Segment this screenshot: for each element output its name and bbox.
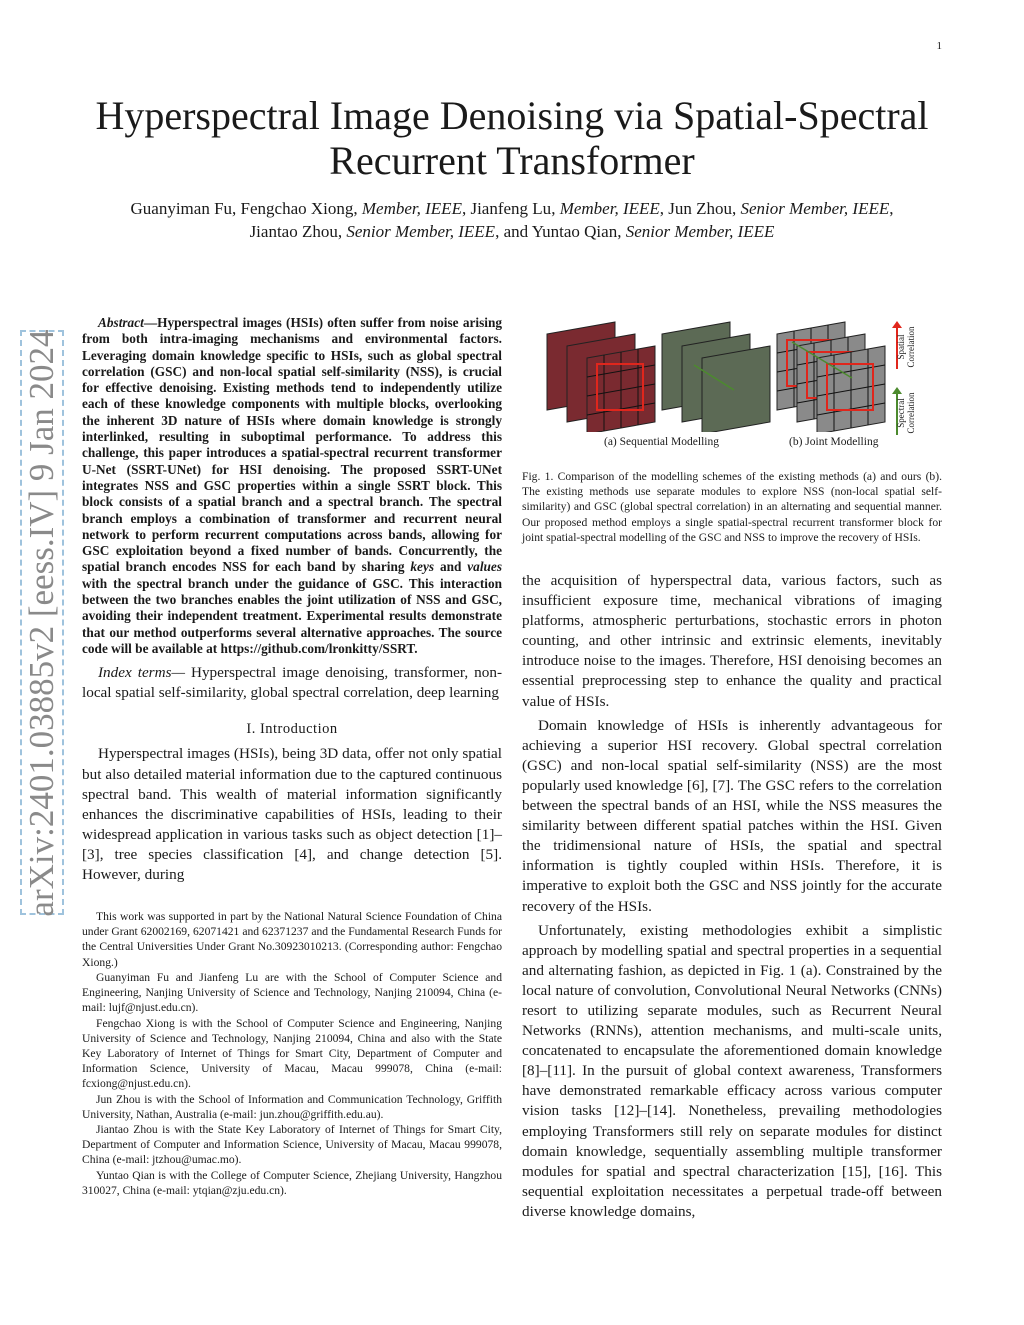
footnote: Jun Zhou is with the School of Information and Communication Technology, Griffith University, Nathan, Australia (e-mail: jun.zhou@griffith.edu.au). (82, 1092, 502, 1121)
index-terms (82, 663, 502, 703)
abstract-values: values (467, 559, 502, 575)
footnote: Guanyiman Fu and Jianfeng Lu are with the School of Computer Science and Engineering, Nanjing University of Science and Technology, Nanjing 210094, China (e-mail: lujf@njust.edu.cn). (82, 970, 502, 1015)
abstract-label: Abstract (98, 315, 144, 330)
author-role: Member, IEEE (559, 199, 660, 218)
footnotes (82, 909, 502, 1198)
abstract (82, 315, 502, 657)
author-role: Senior Member, IEEE (625, 222, 775, 241)
page-number: 1 (936, 40, 942, 52)
left-column (82, 315, 502, 1198)
paper-title: Hyperspectral Image Denoising via Spatial-Spectral Recurrent Transformer (95, 93, 929, 183)
index-terms-text: Hyperspectral image denoising, transformer, non-local spatial self-similarity, global spectral correlation, deep learning (82, 664, 502, 702)
hsi-band (702, 346, 770, 432)
footnote: Fengchao Xiong is with the School of Computer Science and Engineering, Nanjing University of Science and Technology, Nanjing 210094, China and also with the State Key Laboratory of Internet of Things for Smart City, Department of Computer and Information Science, University of Macau, Macau 999078, China (e-mail: fcxiong@njust.edu.cn). (82, 1016, 502, 1091)
footnote: This work was supported in part by the National Natural Science Foundation of China under Grant 62002169, 62071421 and 62371237 and the Fundamental Research Funds for the Central Universities Under Grant No.30923010213. (Corresponding author: Fengchao Xiong.) (82, 910, 502, 969)
body-paragraph: the acquisition of hyperspectral data, various factors, such as insufficient exposure time, mechanical vibrations of imaging platforms, atmospheric perturbations, stochastic errors in photon counting, and other intrinsic and extrinsic elements, inevitably introduce noise to the images. Therefore, HSI denoising becomes an essential preprocessing step to enhance the quality and practical value of HSIs. (522, 572, 942, 710)
author-name: Jiantao Zhou (249, 222, 338, 241)
index-terms-label: Index terms— (98, 664, 185, 682)
intro-paragraph: Hyperspectral images (HSIs), being 3D data, offer not only spatial but also detailed material information due to the captured continuous spectral band. This wealth of material information significantly enhances the discriminative capabilities of HSIs, leading to their widespread application in various tasks such as object detection [1]–[3], tree species classification [4], and change detection [5]. However, during (82, 745, 502, 883)
author-role: Member, IEEE (361, 199, 462, 218)
author-name: Fengchao Xiong (240, 199, 354, 218)
abstract-and: and (434, 559, 468, 575)
abstract-keys: keys (410, 559, 435, 575)
author-name: Jianfeng Lu (470, 199, 552, 218)
arxiv-stamp[interactable] (20, 330, 64, 915)
author-name: and Yuntao Qian (503, 222, 618, 241)
author-name: Jun Zhou (668, 199, 733, 218)
abstract-text-end: with the spectral branch under the guidance of GSC. This interaction between the two branches enables the joint utilization of NSS and GSC, avoiding their independent treatment. Experimental results demonstrate that our method outperforms several alternative approaches. The source code will be available at https://github.com/lronkitty/SSRT. (82, 575, 502, 656)
figure-legend (894, 325, 916, 435)
section-heading: I. Introduction (246, 721, 338, 738)
figure-1 (522, 320, 942, 455)
footnote: Jiantao Zhou is with the State Key Laboratory of Internet of Things for Smart City, Department of Computer and Information Science, University of Macau, Macau 999078, China (e-mail: jtzhou@umac.mo). (82, 1122, 502, 1167)
abstract-text: —Hyperspectral images (HSIs) often suffer from noise arising from both intra-imaging mechanisms and environmental factors. Leveraging domain knowledge specific to HSIs, such as global spectral correlation (GSC) and non-local spatial self-similarity (NSS), is crucial for effective denoising. Existing methods tend to independently utilize each of these knowledge components with multiple blocks, overlooking the inherent 3D nature of HSIs where domain knowledge is strongly interlinked, resulting in suboptimal performance. To address this challenge, this paper introduces a spatial-spectral recurrent transformer U-Net (SSRT-UNet) for HSI denoising. The proposed SSRT-UNet integrates NSS and GSC properties within a single SSRT block. This block consists of a spatial branch and a spectral branch. The spectral branch employs a combination of transformer and recurrent neural network to perform recurrent computations across bands, allowing for GSC exploitation beyond a fixed number of bands. Concurrently, the spatial branch encodes NSS for each band by sharing (82, 315, 502, 575)
figure-caption: Fig. 1. Comparison of the modelling schemes of the existing methods (a) and ours (b). The existing methods use separate modules to explore NSS (non-local spatial self-similarity) and GSC (global spectral correlation) in an alternating and sequential manner. Our proposed method employs a single spatial-spectral recurrent transformer block for joint spatial-spectral modelling of the GSC and NSS to improve the recovery of HSIs. (522, 470, 942, 544)
body-paragraph: Domain knowledge of HSIs is inherently advantageous for achieving a superior HSI recovery. Global spectral correlation (GSC) and non-local spatial self-similarity (NSS) are the most popularly used knowledge [6], [7]. The GSC refers to the correlation between the spectral bands of an HSI, while the NSS measures the similarity between different spatial patches within the HSI. Given the tridimensional nature of HSIs, the spatial and spectral information is tightly coupled within HSIs. Therefore, it is imperative to exploit both the GSC and NSS jointly for the accurate recovery of the HSIs. (522, 716, 942, 915)
right-column (522, 320, 942, 1222)
legend-spatial: Spatial Correlation (896, 326, 916, 368)
figure-label-a: (a) Sequential Modelling (604, 436, 719, 448)
author-role: Senior Member, IEEE (346, 222, 496, 241)
footnote: Yuntao Qian is with the College of Computer Science, Zhejiang University, Hangzhou 310027, China (e-mail: ytqian@zju.edu.cn). (82, 1168, 502, 1197)
arxiv-stamp-text: arXiv:2401.03885v2 [eess.IV] 9 Jan 2024 (22, 328, 61, 917)
figure-illustration (522, 320, 942, 432)
author-name: Guanyiman Fu (130, 199, 233, 218)
author-role: Senior Member, IEEE (740, 199, 890, 218)
figure-label-b: (b) Joint Modelling (789, 436, 879, 448)
body-paragraph: Unfortunately, existing methodologies exhibit a simplistic approach by modelling spatial and spectral properties in a sequential and alternating fashion, as depicted in Fig. 1 (a). Constrained by the local nature of convolution, Convolutional Neural Networks (CNNs) resort to utilizing separate modules, such as Recurrent Neural Networks (RNNs), attention mechanisms, and multi-scale units, concatenated to encapsulate the aforementioned domain knowledge [8]–[11]. In the pursuit of global context awareness, Transformers have demonstrated remarkable efficacy across various computer vision tasks [12]–[14]. Nonetheless, prevailing methodologies employing Transformers still rely on separate modules for distinct domain knowledge, sequentially assembling multiple transformer modules for spatial and spectral characterization [15], [16]. This sequential exploitation necessitates a perpetual trade-off between diverse knowledge domains, (522, 921, 942, 1220)
legend-spectral: Spectral Correlation (896, 392, 916, 434)
author-list: Guanyiman Fu, Fengchao Xiong, Member, IEEE, Jianfeng Lu, Member, IEEE, Jun Zhou, Senior Member, IEEE, Jiantao Zhou, Senior Member, IEEE, and Yuntao Qian, Senior Member, IEEE (130, 199, 894, 241)
